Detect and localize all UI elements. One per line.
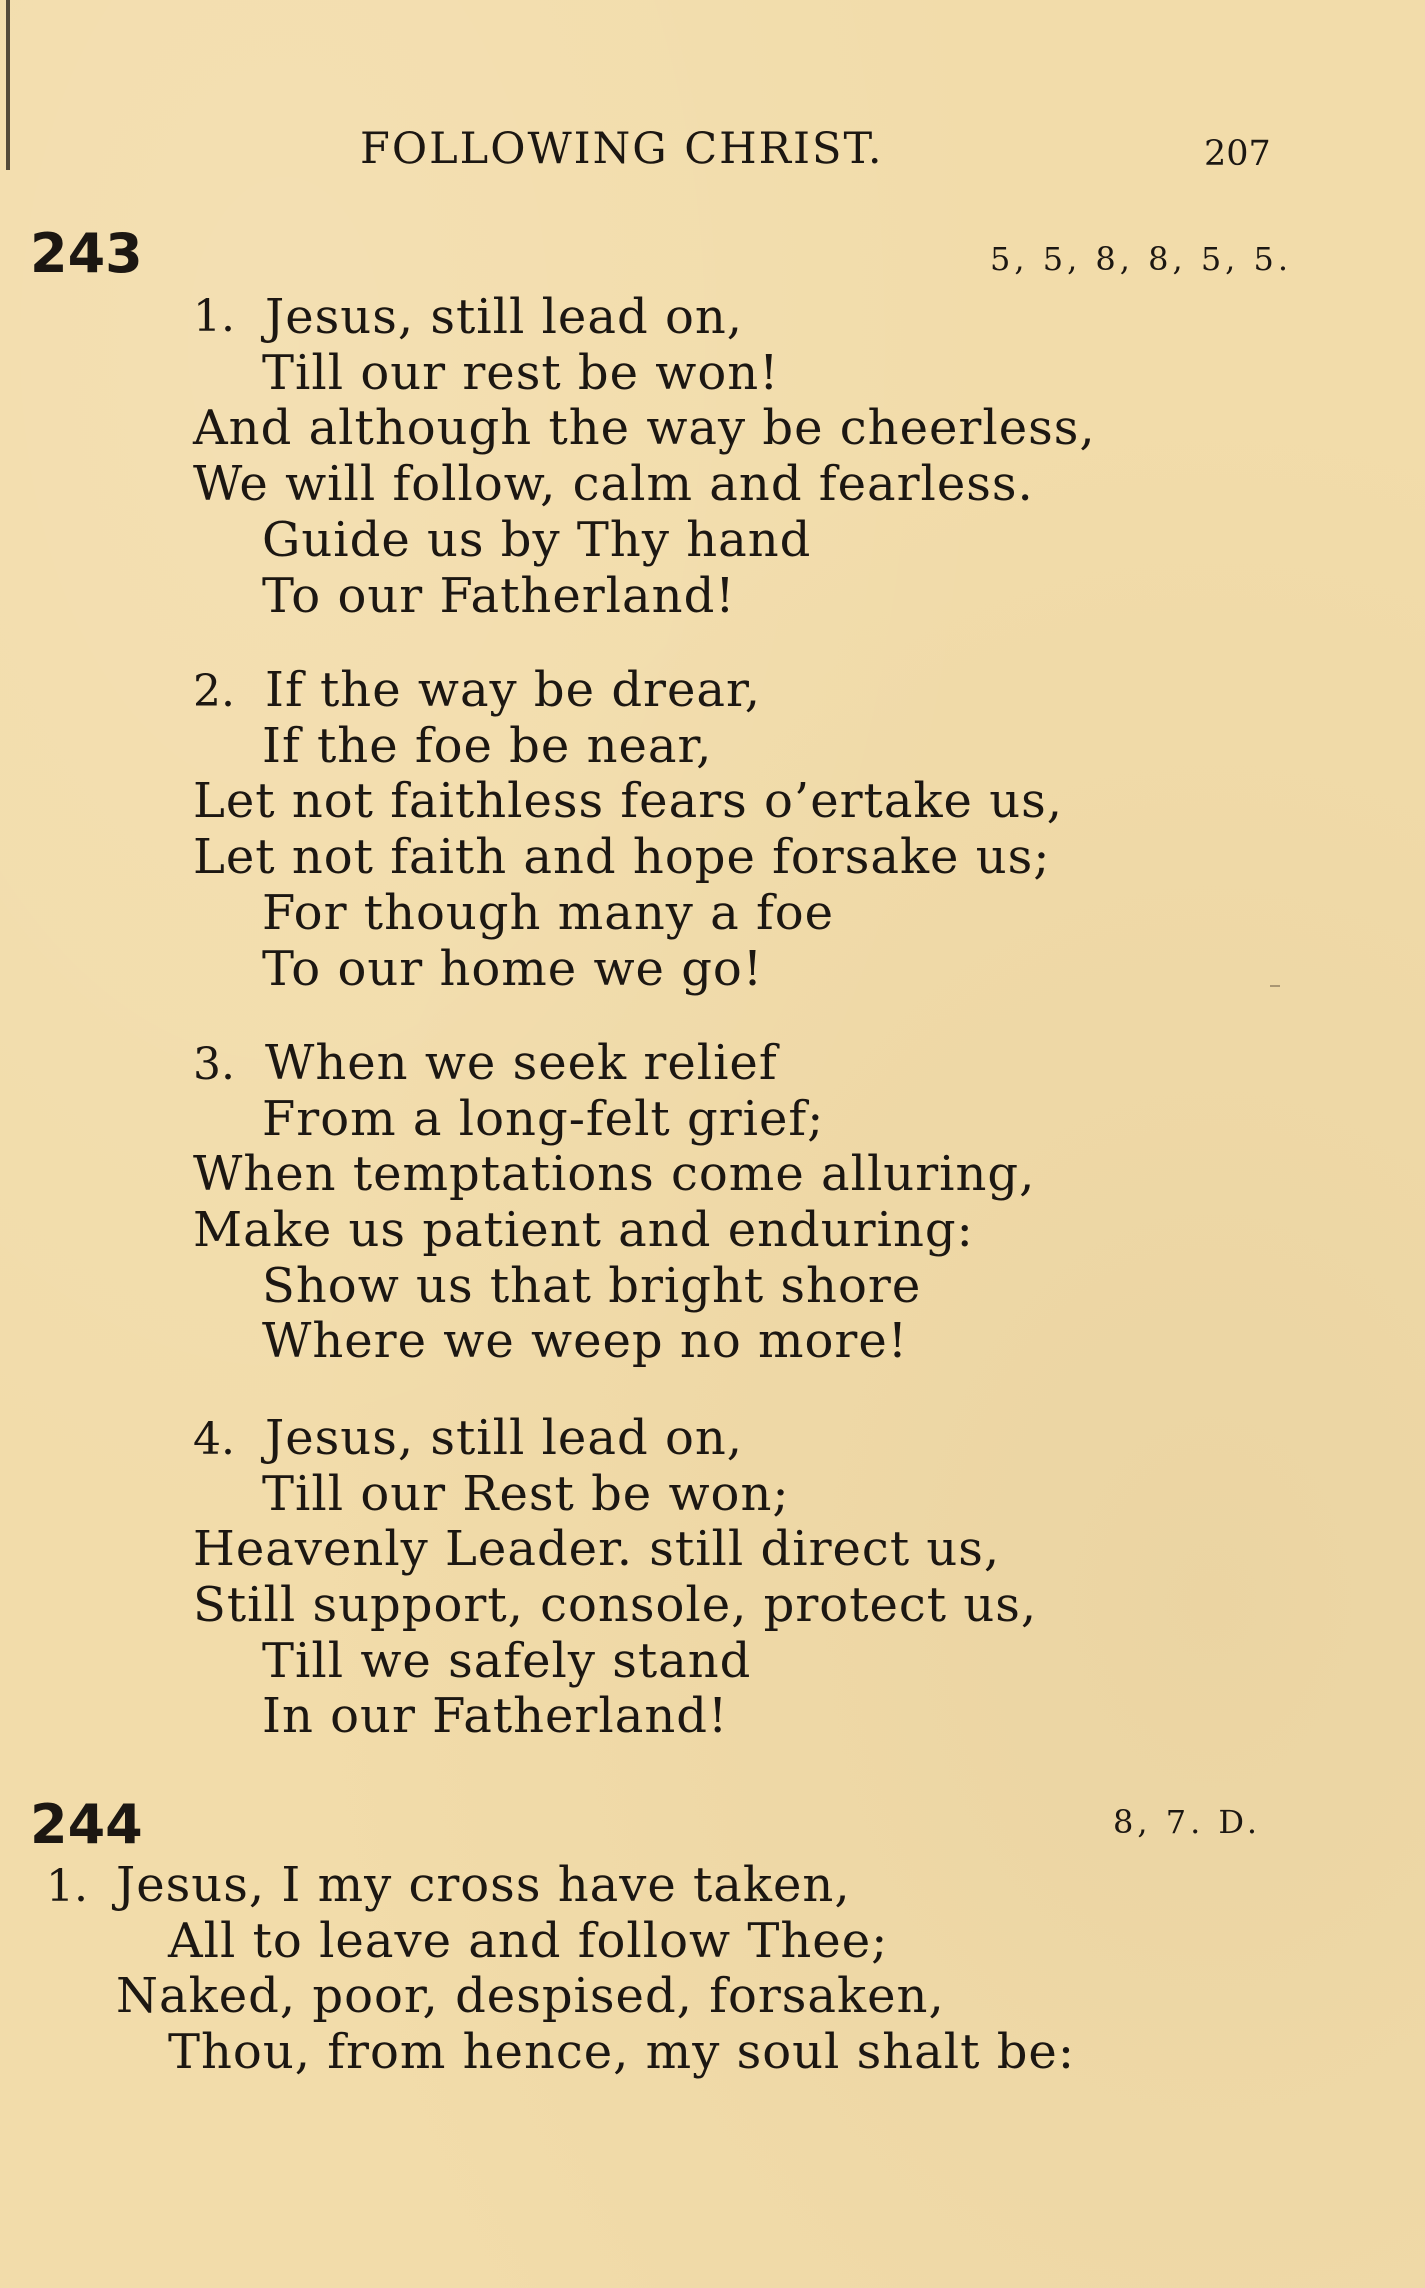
verse-line: Till our rest be won! xyxy=(262,345,780,401)
verse-line: Naked, poor, despised, forsaken, xyxy=(116,1968,945,2024)
binding-edge xyxy=(6,0,10,170)
page-mark xyxy=(1270,985,1280,987)
verse-line: We will follow, calm and fearless. xyxy=(193,456,1034,512)
verse-line: Thou, from hence, my soul shalt be: xyxy=(168,2024,1075,2080)
verse-line: From a long-felt grief; xyxy=(262,1091,825,1147)
hymn-meter-244: 8, 7. D. xyxy=(1113,1803,1262,1841)
verse-line: Heavenly Leader. still direct us, xyxy=(193,1521,1001,1577)
verse-line: Jesus, I my cross have taken, xyxy=(116,1857,851,1913)
verse-line: In our Fatherland! xyxy=(262,1688,729,1744)
hymn-number-243: 243 xyxy=(30,222,143,285)
verse-line: Show us that bright shore xyxy=(262,1258,922,1314)
page-title: FOLLOWING CHRIST. xyxy=(360,124,884,174)
hymn-number-244: 244 xyxy=(30,1793,143,1856)
verse-line: Let not faith and hope forsake us; xyxy=(193,829,1051,885)
verse-line: To our Fatherland! xyxy=(262,568,736,624)
verse-line: Guide us by Thy hand xyxy=(262,512,812,568)
verse-line: If the way be drear, xyxy=(265,662,761,718)
verse-number: 3. xyxy=(193,1039,235,1090)
verse-line: Let not faithless fears o’ertake us, xyxy=(193,773,1063,829)
verse-line: When we seek relief xyxy=(265,1035,778,1091)
page-number: 207 xyxy=(1204,134,1271,174)
verse-line: Till we safely stand xyxy=(262,1633,752,1689)
verse-number: 1. xyxy=(46,1861,88,1912)
verse-line: For though many a foe xyxy=(262,885,835,941)
verse-line: When temptations come alluring, xyxy=(193,1146,1036,1202)
verse-number: 1. xyxy=(193,291,235,342)
verse-line: Still support, console, protect us, xyxy=(193,1577,1038,1633)
verse-line: If the foe be near, xyxy=(262,718,713,774)
verse-line: To our home we go! xyxy=(262,941,764,997)
verse-line: All to leave and follow Thee; xyxy=(168,1913,889,1969)
verse-line: And although the way be cheerless, xyxy=(193,400,1096,456)
verse-number: 4. xyxy=(193,1414,235,1465)
verse-line: Jesus, still lead on, xyxy=(265,289,744,345)
verse-line: Make us patient and enduring: xyxy=(193,1202,974,1258)
verse-line: Jesus, still lead on, xyxy=(265,1410,744,1466)
verse-line: Till our Rest be won; xyxy=(262,1466,790,1522)
verse-line: Where we weep no more! xyxy=(262,1313,909,1369)
hymn-meter-243: 5, 5, 8, 8, 5, 5. xyxy=(990,240,1293,278)
verse-number: 2. xyxy=(193,666,235,717)
